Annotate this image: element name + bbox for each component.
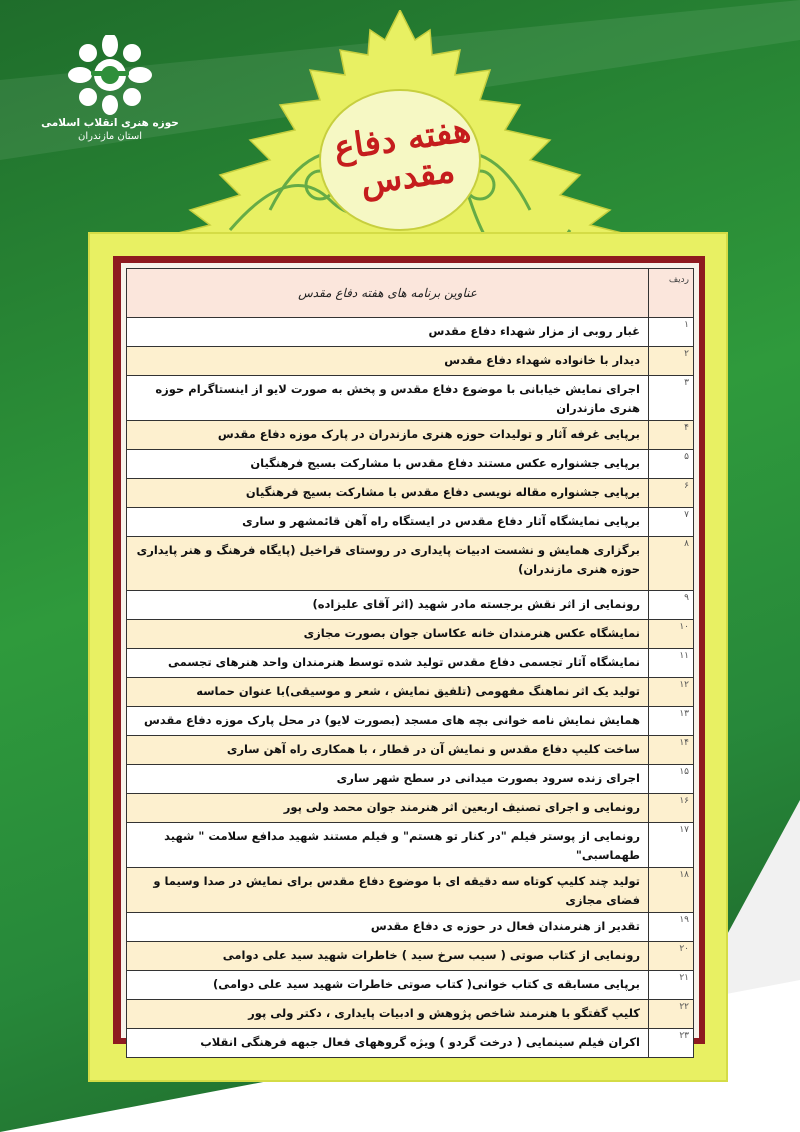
column-header-title: عناوین برنامه های هفته دفاع مقدس: [127, 269, 649, 318]
table-row: [127, 913, 694, 942]
row-text: همایش نمایش نامه خوانی بچه های مسجد (بصورت لایو) در محل پارک موزه دفاع مقدس: [127, 707, 649, 736]
table-row: [127, 971, 694, 1000]
row-number: ۱۸: [649, 868, 694, 913]
row-text: اکران فیلم سینمایی ( درخت گردو ) ویژه گروههای فعال جبهه فرهنگی انقلاب: [127, 1029, 649, 1058]
row-text: رونمایی از کتاب صوتی ( سیب سرخ سید ) خاطرات شهید سید علی دوامی: [127, 942, 649, 971]
column-header-number: ردیف: [649, 269, 694, 318]
row-number: ۱۰: [649, 620, 694, 649]
province-name: استان مازندران: [78, 131, 142, 142]
row-text: غبار روبی از مزار شهداء دفاع مقدس: [127, 318, 649, 347]
table-row: [127, 707, 694, 736]
row-text: اجرای نمایش خیابانی با موضوع دفاع مقدس و پخش به صورت لایو از اینستاگرام حوزه هنری مازندران: [127, 376, 649, 421]
row-text: نمایشگاه عکس هنرمندان خانه عکاسان جوان بصورت مجازی: [127, 620, 649, 649]
table-row: [127, 1029, 694, 1058]
row-text: اجرای زنده سرود بصورت میدانی در سطح شهر ساری: [127, 765, 649, 794]
row-number: ۲۰: [649, 942, 694, 971]
row-text: تولید چند کلیپ کوتاه سه دقیقه ای با موضوع دفاع مقدس برای نمایش در صدا وسیما و فضای مجازی: [127, 868, 649, 913]
table-row: [127, 868, 694, 913]
row-number: ۱۳: [649, 707, 694, 736]
row-text: برپایی جشنواره عکس مستند دفاع مقدس با مشارکت بسیج فرهنگیان: [127, 450, 649, 479]
row-number: ۹: [649, 591, 694, 620]
row-text: ساخت کلیپ دفاع مقدس و نمایش آن در قطار ، با همکاری راه آهن ساری: [127, 736, 649, 765]
row-text: تقدیر از هنرمندان فعال در حوزه ی دفاع مقدس: [127, 913, 649, 942]
table-row: [127, 649, 694, 678]
row-number: ۲۳: [649, 1029, 694, 1058]
row-text: نمایشگاه آثار تجسمی دفاع مقدس تولید شده توسط هنرمندان واحد هنرهای تجسمی: [127, 649, 649, 678]
row-number: ۸: [649, 537, 694, 591]
row-text: برپایی جشنواره مقاله نویسی دفاع مقدس با مشارکت بسیج فرهنگیان: [127, 479, 649, 508]
table-row: [127, 537, 694, 591]
row-number: ۷: [649, 508, 694, 537]
row-number: ۴: [649, 421, 694, 450]
table-row: [127, 794, 694, 823]
row-text: برپایی مسابقه ی کتاب خوانی( کتاب صوتی خاطرات شهید سید علی دوامی): [127, 971, 649, 1000]
row-number: ۱۶: [649, 794, 694, 823]
table-row: [127, 347, 694, 376]
emblem-title: هفته دفاع مقدس: [331, 109, 474, 204]
row-number: ۱۵: [649, 765, 694, 794]
table-row: [127, 942, 694, 971]
row-text: رونمایی از اثر نقش برجسته مادر شهید (اثر آقای علیزاده): [127, 591, 649, 620]
row-number: ۲۱: [649, 971, 694, 1000]
table-row: [127, 678, 694, 707]
flower-logo-icon: [55, 35, 165, 115]
row-number: ۱۹: [649, 913, 694, 942]
table-row: [127, 508, 694, 537]
table-row: [127, 421, 694, 450]
row-text: تولید یک اثر نماهنگ مفهومی (تلفیق نمایش ، شعر و موسیقی)با عنوان حماسه: [127, 678, 649, 707]
table-header-row: [127, 269, 694, 318]
row-text: رونمایی و اجرای تصنیف اربعین اثر هنرمند جوان محمد ولی پور: [127, 794, 649, 823]
row-number: ۱۴: [649, 736, 694, 765]
organization-name: حوزه هنری انقلاب اسلامی: [41, 117, 179, 129]
table-row: [127, 736, 694, 765]
row-number: ۳: [649, 376, 694, 421]
row-number: ۲۲: [649, 1000, 694, 1029]
row-text: برگزاری همایش و نشست ادبیات پایداری در روستای قراخیل (پایگاه فرهنگ و هنر پایداری حوزه هنری مازندران): [127, 537, 649, 591]
row-number: ۵: [649, 450, 694, 479]
row-text: کلیپ گفتگو با هنرمند شاخص پژوهش و ادبیات پایداری ، دکتر ولی پور: [127, 1000, 649, 1029]
row-number: ۱۲: [649, 678, 694, 707]
table-row: [127, 591, 694, 620]
program-table: [126, 268, 694, 1058]
row-text: برپایی نمایشگاه آثار دفاع مقدس در ایستگاه راه آهن قائمشهر و ساری: [127, 508, 649, 537]
organization-logo: [40, 35, 180, 142]
row-number: ۱۱: [649, 649, 694, 678]
table-row: [127, 479, 694, 508]
row-text: رونمایی از پوستر فیلم "در کنار تو هستم" و فیلم مستند شهید مدافع سلامت " شهید طهماسبی": [127, 823, 649, 868]
table-row: [127, 376, 694, 421]
row-text: برپایی غرفه آثار و تولیدات حوزه هنری مازندران در پارک موزه دفاع مقدس: [127, 421, 649, 450]
row-number: ۱: [649, 318, 694, 347]
table-row: [127, 1000, 694, 1029]
row-number: ۱۷: [649, 823, 694, 868]
table-row: [127, 450, 694, 479]
table-row: [127, 765, 694, 794]
table-row: [127, 620, 694, 649]
row-number: ۶: [649, 479, 694, 508]
table-row: [127, 823, 694, 868]
table-row: [127, 318, 694, 347]
row-text: دیدار با خانواده شهداء دفاع مقدس: [127, 347, 649, 376]
row-number: ۲: [649, 347, 694, 376]
